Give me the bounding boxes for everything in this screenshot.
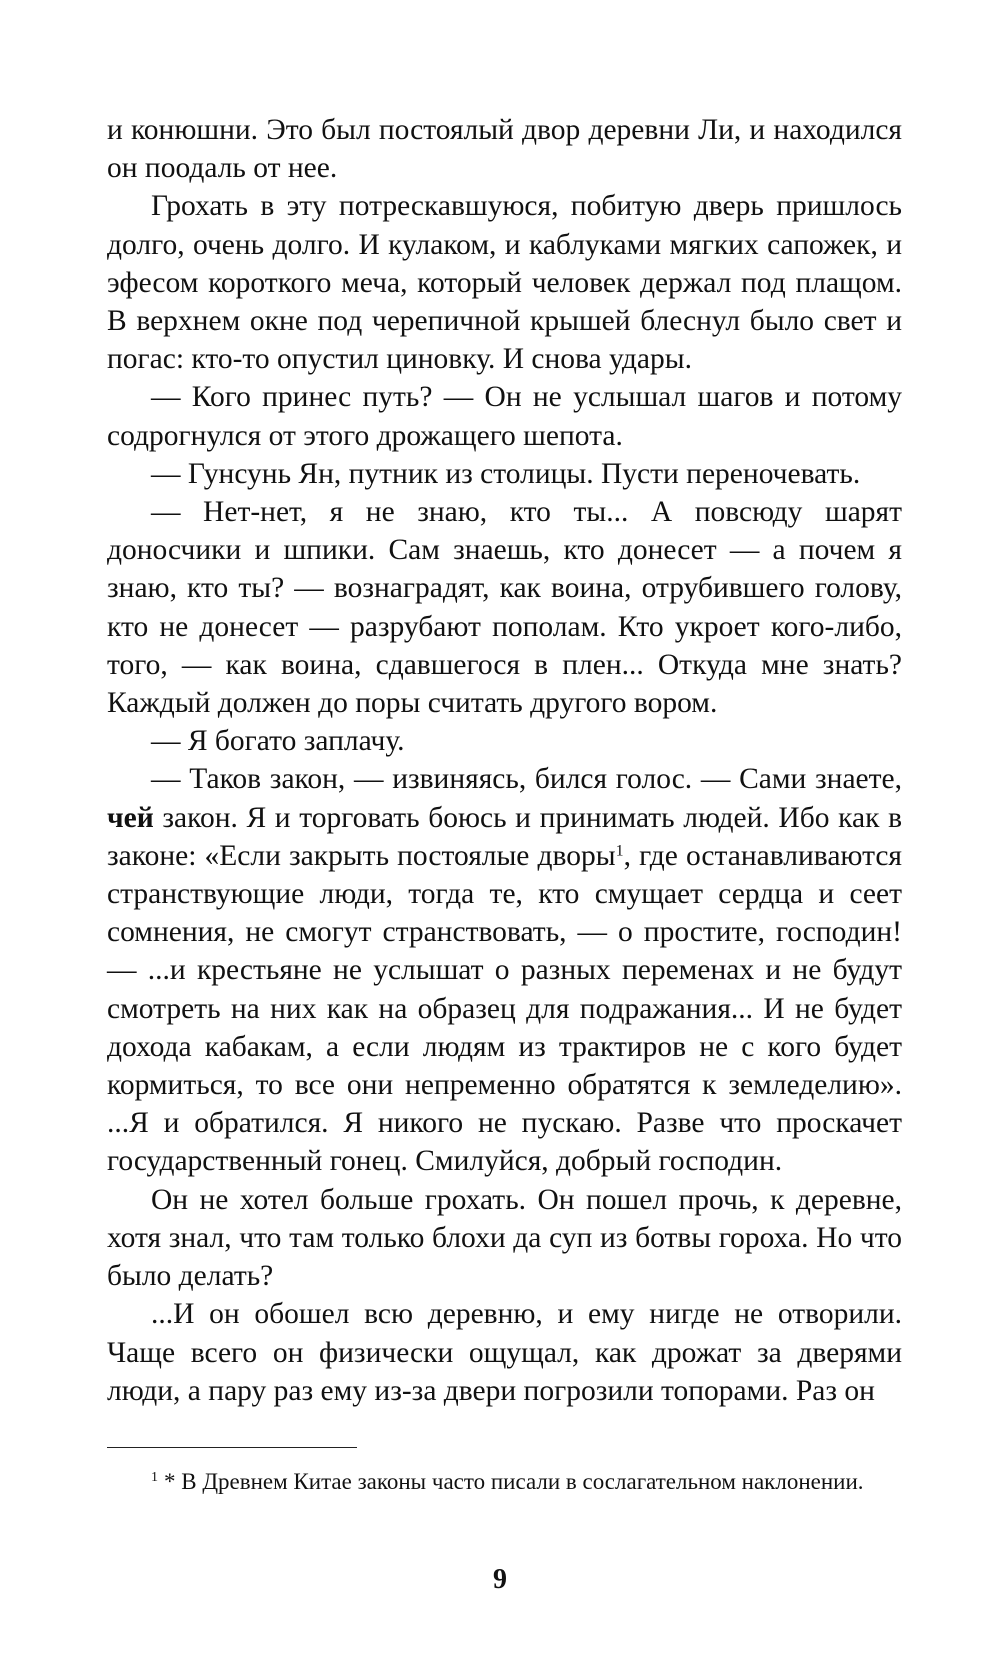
paragraph-1: и конюшни. Это был постоялый двор деревни Ли, и находился он поодаль от нее. [107,114,902,185]
paragraph-3: — Кого принес путь? — Он не услышал шагов и потому содрогнулся от этого дрожащего шепота. [107,381,902,452]
footnote [107,1465,902,1498]
footnote-reference: 1 [615,842,624,860]
footnote-divider [107,1447,357,1448]
footnote-marker: 1 [151,1469,158,1485]
paragraph-8: Он не хотел больше грохать. Он пошел прочь, к деревне, хотя знал, что там только блохи да суп из ботвы гороха. Но что было делать? [107,1183,902,1293]
footnote-text: * В Древнем Китае законы часто писали в сослагательном наклонении. [164,1469,864,1494]
page-number: 9 [493,1564,507,1595]
law-text-part1: — Таков закон, — извиняясь, бился голос. — Сами знаете, [151,763,902,796]
main-text [107,111,902,1410]
paragraph-6: — Я богато заплачу. [151,725,405,758]
law-text-part2: закон. Я и торговать боюсь и принимать людей. Ибо как в законе: «Если закрыть постоялые дворы [107,801,902,872]
law-bold-word: чей [107,801,154,834]
paragraph-4: — Гунсунь Ян, путник из столицы. Пусти переночевать. [151,457,861,490]
paragraph-law [107,760,902,1180]
paragraph-5: — Нет-нет, я не знаю, кто ты... А повсюду шарят доносчики и шпики. Сам знаешь, кто донесет — а почем я знаю, кто ты? — вознаградят, как воина, отрубившего голову, кто не донесет — разрубают пополам. Кто укроет кого-либо, того, — как воина, сдавшегося в плен... Откуда мне знать? Каждый должен до поры считать другого вором. [107,496,902,720]
law-text-part3: , где останавливаются странствующие люди, тогда те, кто смущает сердца и сеет сомнения, не смогут странствовать, — о простите, господин! — ...и крестьяне не услышат о разных переменах и не будут смотреть на них как на образец для подражания... И не будет дохода кабакам, а если людям из трактиров не с кого будет кормиться, то все они непременно обратятся к земледелию». ...Я и обратился. Я никого не пускаю. Разве что проскачет государственный гонец. Смилуйся, добрый господин. [107,839,902,1178]
paragraph-2: Грохать в эту потрескавшуюся, побитую дверь пришлось долго, очень долго. И кулаком, и каблуками мягких сапожек, и эфесом короткого меча, который человек держал под плащом. В верхнем окне под черепичной крышей блеснул было свет и погас: кто-то опустил циновку. И снова удары. [107,190,902,376]
paragraph-9: ...И он обошел всю деревню, и ему нигде не отворили. Чаще всего он физически ощущал, как дрожат за дверями люди, а пару раз ему из-за двери погрозили топорами. Раз он [107,1298,902,1407]
